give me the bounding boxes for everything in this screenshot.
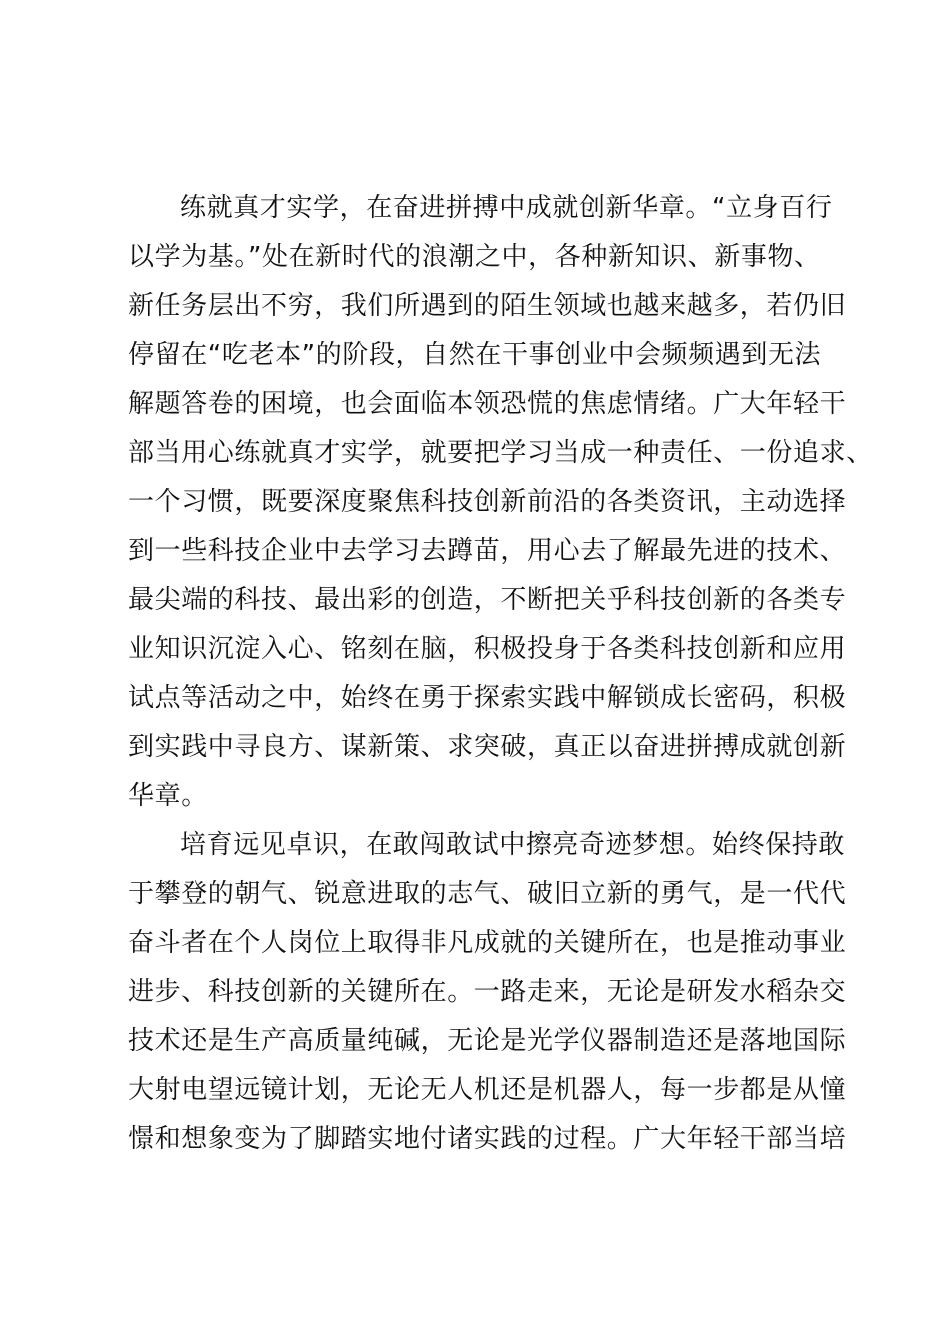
paragraph-line: 于攀登的朝气、锐意进取的志气、破旧立新的勇气，是一代代 [128, 879, 847, 909]
paragraph-line: 培育远见卓识，在敢闯敢试中擦亮奇迹梦想。始终保持敢 [180, 830, 846, 860]
paragraph-line: 技术还是生产高质量纯碱，无论是光学仪器制造还是落地国际 [128, 1026, 847, 1056]
paragraph-line: 大射电望远镜计划，无论无人机还是机器人，每一步都是从憧 [128, 1075, 847, 1105]
document-body [128, 184, 873, 1164]
paragraph-line: 憬和想象变为了脚踏实地付诸实践的过程。广大年轻干部当培 [128, 1124, 847, 1154]
paragraph-line: 最尖端的科技、最出彩的创造，不断把关乎科技创新的各类专 [128, 585, 847, 615]
paragraph-2 [128, 821, 848, 1164]
paragraph-line: 一个习惯，既要深度聚焦科技创新前沿的各类资讯，主动选择 [128, 487, 847, 517]
paragraph-line: 到一些科技企业中去学习去蹲苗，用心去了解最先进的技术、 [128, 536, 847, 566]
paragraph-line: 进步、科技创新的关键所在。一路走来，无论是研发水稻杂交 [128, 977, 847, 1007]
paragraph-line: 练就真才实学，在奋进拼搏中成就创新华章。“立身百行 [180, 193, 833, 223]
paragraph-1 [128, 184, 873, 821]
paragraph-line: 解题答卷的困境，也会面临本领恐慌的焦虑情绪。广大年轻干 [128, 389, 847, 419]
paragraph-line: 奋斗者在个人岗位上取得非凡成就的关键所在，也是推动事业 [128, 928, 847, 958]
paragraph-line: 试点等活动之中，始终在勇于探索实践中解锁成长密码，积极 [128, 683, 847, 713]
paragraph-line: 业知识沉淀入心、铭刻在脑，积极投身于各类科技创新和应用 [128, 634, 847, 664]
paragraph-line: 以学为基。”处在新时代的浪潮之中，各种新知识、新事物、 [128, 242, 821, 272]
paragraph-line: 停留在“吃老本”的阶段，自然在干事创业中会频频遇到无法 [128, 340, 822, 370]
paragraph-line: 华章。 [128, 781, 208, 811]
paragraph-line: 部当用心练就真才实学，就要把学习当成一种责任、一份追求、 [128, 438, 873, 468]
paragraph-line: 到实践中寻良方、谋新策、求突破，真正以奋进拼搏成就创新 [128, 732, 847, 762]
paragraph-line: 新任务层出不穷，我们所遇到的陌生领域也越来越多，若仍旧 [128, 291, 847, 321]
